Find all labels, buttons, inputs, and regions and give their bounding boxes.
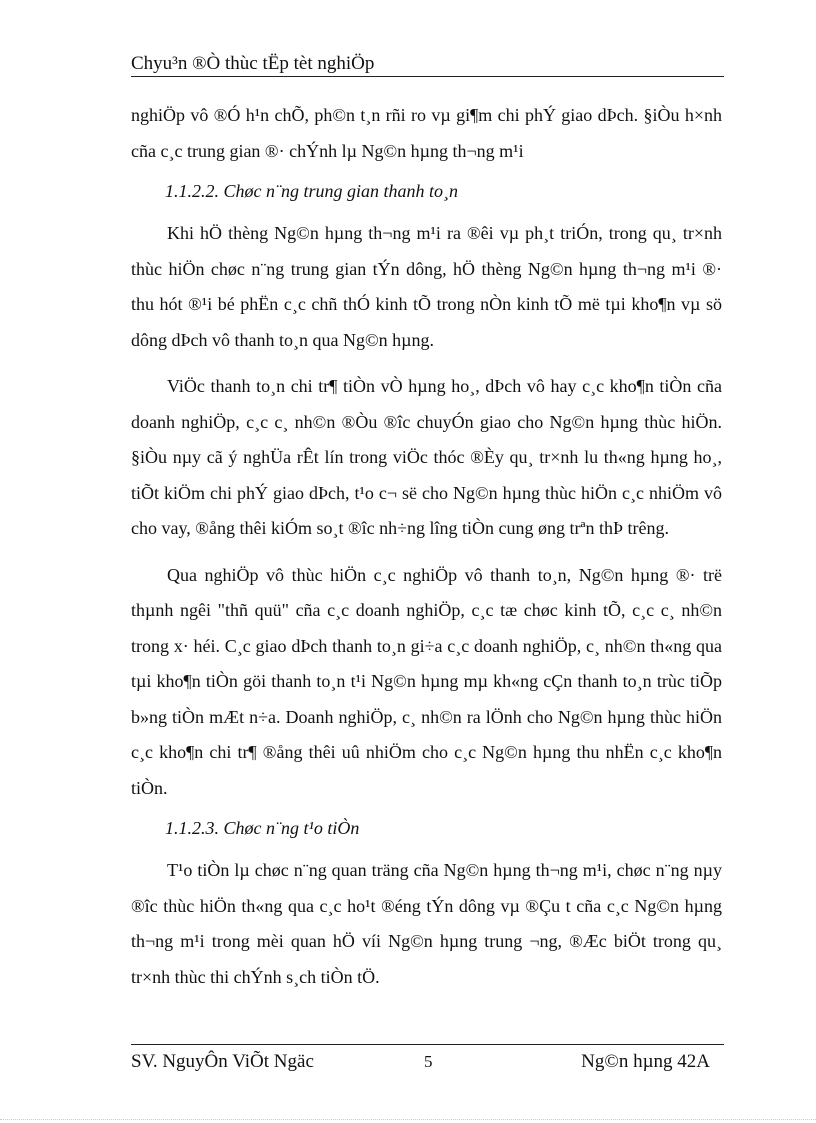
paragraph-payment-3: Qua nghiÖp vô thùc hiÖn c¸c nghiÖp vô thanh to¸n, Ng©n hµng ®· trë thµnh ngêi "thñ quü" cña c¸c doanh nghiÖp, c¸c tæ chøc kinh tÕ, c¸c c¸ nh©n trong x· héi. C¸c giao dÞch thanh to¸n gi÷a c¸c doanh nghiÖp, c¸ nh©n th«ng qua tµi kho¶n tiÒn göi thanh to¸n t¹i Ng©n hµng mµ kh«ng cÇn thanh to¸n trùc tiÕp b»ng tiÒn mÆt n÷a. Doanh nghiÖp, c¸ nh©n ra lÖnh cho Ng©n hµng thùc hiÖn c¸c kho¶n chi tr¶ ®ång thêi uû nhiÖm cho c¸c Ng©n hµng thu nhËn c¸c kho¶n tiÒn. <box>131 564 722 798</box>
footer-class: Ng©n hµng 42A <box>581 1051 710 1072</box>
paragraph-payment-1: Khi hÖ thèng Ng©n hµng th¬ng m¹i ra ®êi vµ ph¸t triÓn, trong qu¸ tr×nh thùc hiÖn chøc n¨ng trung gian tÝn dông, hÖ thèng Ng©n hµng th¬ng m¹i ®· thu hót ®¹i bé phËn c¸c chñ thÓ kinh tÕ trong nÒn kinh tÕ më tµi kho¶n vµ sö dông dÞch vô thanh to¸n qua Ng©n hµng. <box>131 223 722 350</box>
paragraph-gap <box>131 547 722 558</box>
document-body <box>131 98 722 995</box>
footer-divider <box>131 1044 724 1045</box>
running-header: Chyu³n ®Ò thùc tËp tèt nghiÖp <box>131 53 375 74</box>
footer-author: SV. NguyÔn ViÕt Ngäc <box>131 1051 314 1072</box>
paragraph-money-creation: T¹o tiÒn lµ chøc n¨ng quan träng cña Ng©n hµng th¬ng m¹i, chøc n¨ng nµy ®îc thùc hiÖn th«ng qua c¸c ho¹t ®éng tÝn dông vµ ®Çu t cña c¸c Ng©n hµng th¬ng m¹i trong mèi quan hÖ víi Ng©n hµng trung ¬ng, ®Æc biÖt trong qu¸ tr×nh thùc thi chÝnh s¸ch tiÒn tÖ. <box>131 860 722 987</box>
paragraph-gap <box>131 358 722 369</box>
paragraph-intro: nghiÖp vô ®Ó h¹n chÕ, ph©n t¸n rñi ro vµ gi¶m chi phÝ giao dÞch. §iÒu h×nh cña c¸c trung gian ®· chÝnh lµ Ng©n hµng th¬ng m¹i <box>131 105 722 161</box>
section-heading-payment: 1.1.2.2. Chøc n¨ng trung gian thanh to¸n <box>165 181 458 201</box>
section-heading-money-creation: 1.1.2.3. Chøc n¨ng t¹o tiÒn <box>165 818 360 838</box>
header-divider <box>131 76 724 77</box>
page-bottom-dotted-edge <box>0 1119 816 1120</box>
page-number: 5 <box>424 1052 433 1071</box>
paragraph-payment-2: ViÖc thanh to¸n chi tr¶ tiÒn vÒ hµng ho¸, dÞch vô hay c¸c kho¶n tiÒn cña doanh nghiÖp, c¸c c¸ nh©n ®Òu ®îc chuyÓn giao cho Ng©n hµng thùc hiÖn. §iÒu nµy cã ý nghÜa rÊt lín trong viÖc thóc ®Èy qu¸ tr×nh lu th«ng hµng ho¸, tiÕt kiÖm chi phÝ giao dÞch, t¹o c¬ së cho Ng©n hµng thùc hiÖn c¸c nhiÖm vô cho vay, ®ång thêi kiÓm so¸t ®îc nh÷ng lîng tiÒn cung øng trªn thÞ trêng. <box>131 376 722 538</box>
